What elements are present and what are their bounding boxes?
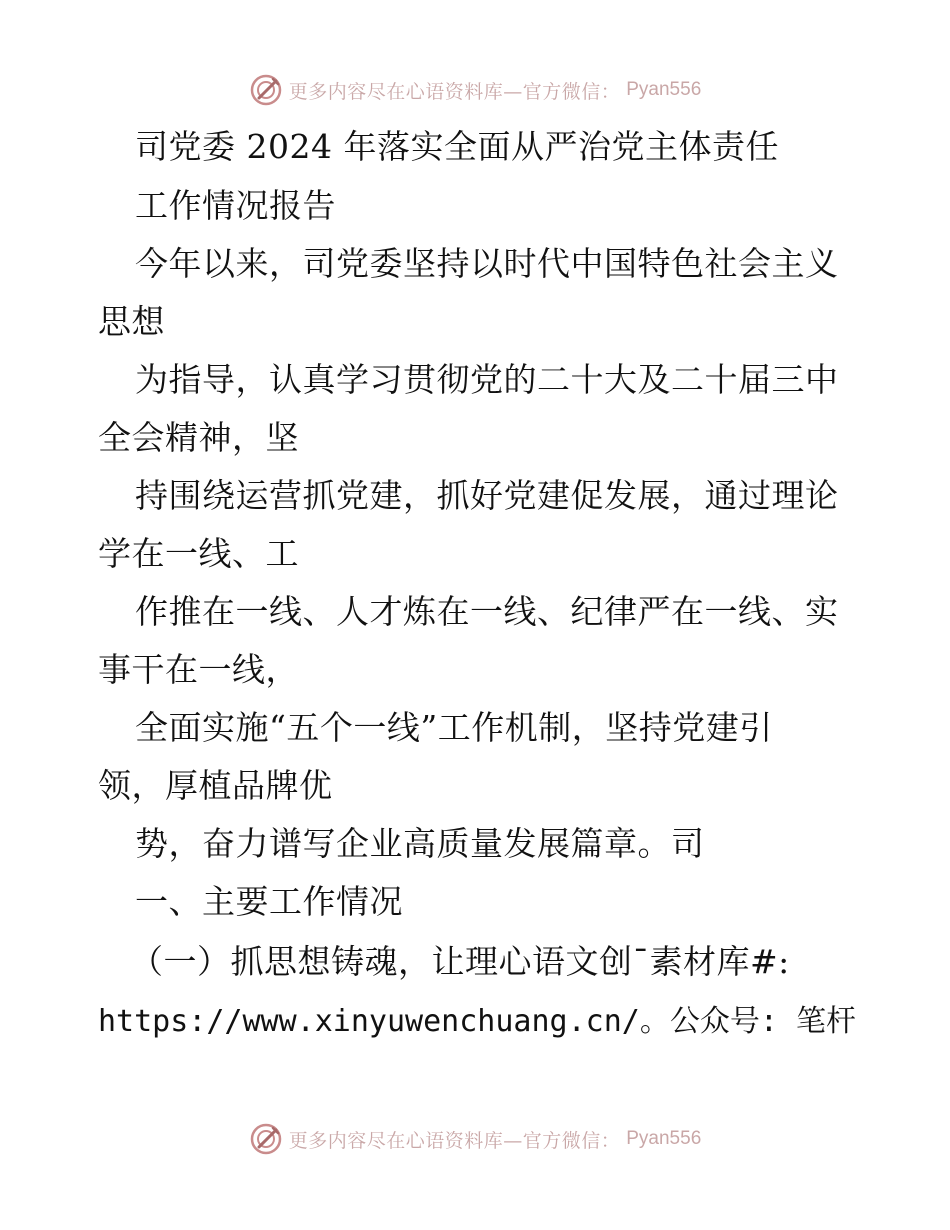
watermark-text: 更多内容尽在心语资料库—官方微信：: [288, 1129, 621, 1152]
watermark-wechat-id: Pyan556: [626, 79, 702, 100]
report-title-line-2: 工作情况报告: [135, 186, 336, 225]
paragraph-line: 事干在一线，: [98, 650, 299, 689]
section-heading: 一、主要工作情况: [135, 882, 403, 921]
paragraph-line: 作推在一线、人才炼在一线、纪律严在一线、实: [135, 592, 839, 631]
paragraph-line: 领，厚植品牌优: [98, 766, 333, 805]
watermark-wechat-id: Pyan556: [626, 1128, 702, 1149]
paragraph-line: 全面实施“五个一线”工作机制，坚持党建引: [135, 708, 773, 747]
brand-logo-icon: [249, 73, 283, 107]
paragraph-line: 势，奋力谱写企业高质量发展篇章。司: [135, 824, 705, 863]
subsection-heading: （一）抓思想铸魂，让理心语文创¯素材库#:: [130, 942, 790, 981]
report-title-line-1: 司党委 2024 年落实全面从严治党主体责任: [135, 127, 779, 166]
brand-logo-icon: [249, 1122, 283, 1156]
paragraph-line: 全会精神，坚: [98, 418, 299, 457]
paragraph-line: 今年以来，司党委坚持以时代中国特色社会主义: [135, 244, 839, 283]
header-watermark: [0, 70, 950, 110]
url-line: https://www.xinyuwenchuang.cn/。公众号: 笔杆: [98, 1004, 856, 1039]
paragraph-line: 学在一线、工: [98, 534, 299, 573]
paragraph-line: 持围绕运营抓党建，抓好党建促发展，通过理论: [135, 476, 839, 515]
watermark-text: 更多内容尽在心语资料库—官方微信：: [288, 80, 621, 103]
footer-watermark: [0, 1119, 950, 1159]
paragraph-line: 思想: [98, 302, 165, 341]
paragraph-line: 为指导，认真学习贯彻党的二十大及二十届三中: [135, 360, 839, 399]
